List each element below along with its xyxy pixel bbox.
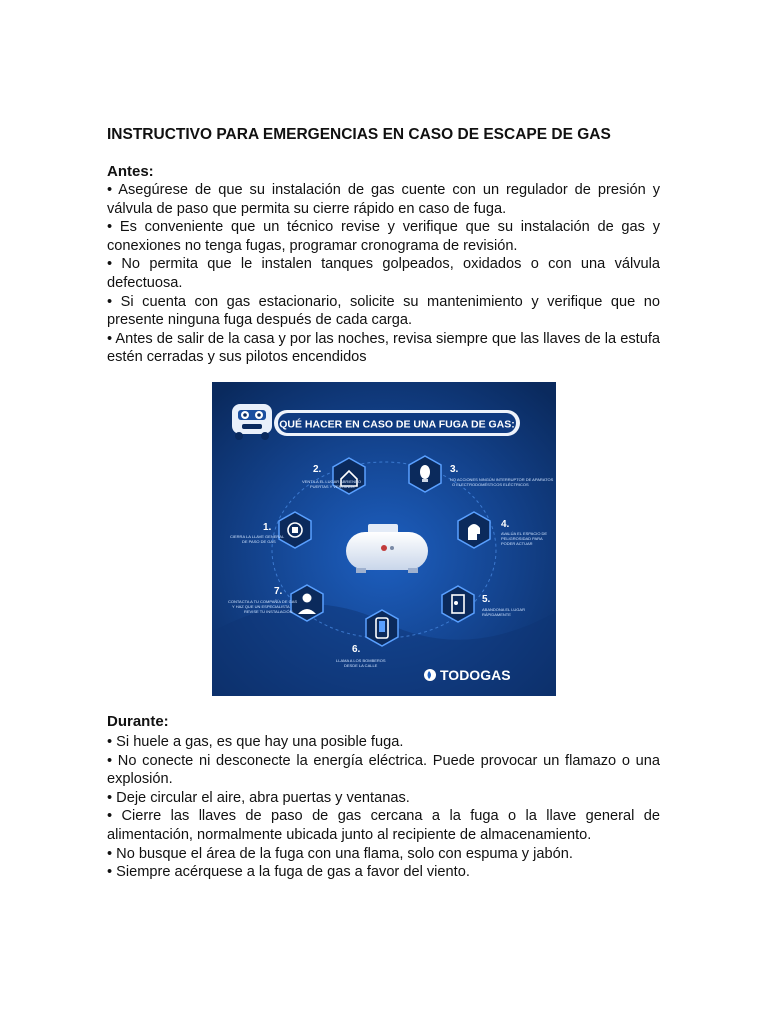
step-text: ABANDONA EL LUGAR [482,607,525,612]
step-text: REVISE TU INSTALACIÓN [244,609,293,614]
gas-leak-infographic [212,382,556,696]
step-number: 5. [482,594,491,605]
step-text: PUERTAS Y VENTANAS [310,484,355,489]
list-item: • No conecte ni desconecte la energía eléctrica. Puede provocar un flamazo o una explosión. [107,752,660,788]
step-number: 4. [501,519,510,530]
step-number: 1. [263,522,272,533]
step-text: AVALÚA EL ESPACIO DE [501,531,548,536]
banner-text: QUÉ HACER EN CASO DE UNA FUGA DE GAS: [279,418,515,431]
step-text: O ELECTRODOMÉSTICOS ELÉCTRICOS [452,482,529,487]
list-item: • Siempre acérquese a la fuga de gas a favor del viento. [107,864,470,881]
bulb-icon [420,465,430,479]
step-number: 3. [450,464,459,475]
step-text: DE PASO DE GAS [242,539,276,544]
agent-icon [303,594,312,603]
list-item: • No busque el área de la fuga con una flama, solo con espuma y jabón. [107,845,573,862]
list-item: • Deje circular el aire, abra puertas y ventanas. [107,789,410,806]
step-text: Y HAZ QUE UN ESPECIALISTA [232,604,290,609]
step-text: NO ACCIONES NINGÚN INTERRUPTOR DE APARATOS [450,477,554,482]
list-item: • Antes de salir de la casa y por las noches, revisa siempre que las llaves de la estufa estén cerradas y sus pilotos encendidos [107,330,660,366]
infographic-image [212,382,556,696]
antes-list [107,181,660,367]
step-text: CIERRA LA LLAVE GENERAL [230,534,285,539]
step-text: RÁPIDAMENTE [482,612,511,617]
step-number: 6. [352,644,361,655]
list-item: • Asegúrese de que su instalación de gas cuente con un regulador de presión y válvula de paso que permita su cierre rápido en caso de fuga. [107,182,660,217]
step-text: CONTACTA A TU COMPAÑÍA DE GAS [228,599,298,604]
step-number: 2. [313,464,322,475]
list-item: • No permita que le instalen tanques golpeados, oxidados o con una válvula defectuosa. [107,256,660,291]
step-number: 7. [274,586,283,597]
brand-text: TODOGAS [440,667,511,683]
durante-list [107,733,660,882]
antes-heading: Antes: [107,163,154,180]
step-text: LLAMA A LOS BOMBEROS [336,658,386,663]
list-item: • Si huele a gas, es que hay una posible fuga. [107,734,404,750]
document-title: INSTRUCTIVO PARA EMERGENCIAS EN CASO DE ESCAPE DE GAS [107,126,611,143]
durante-heading: Durante: [107,713,169,730]
step-text: PODER ACTUAR [501,541,533,546]
infographic-banner [274,410,520,436]
step-text: VENTILA EL LUGAR ABRIENDO [302,479,361,484]
list-item: • Es conveniente que un técnico revise y verifique que su instalación de gas y conexiones no tenga fugas, programar cronograma de revisión. [107,219,660,254]
step-text: DESDE LA CALLE [344,663,378,668]
list-item: • Si cuenta con gas estacionario, solicite su mantenimiento y verifique que no presente ninguna fuga después de cada carga. [107,293,660,329]
step-text: PELIGROSIDAD PARA [501,536,543,541]
list-item: • Cierre las llaves de paso de gas cercana a la fuga o la llave general de alimentación, normalmente ubicada junto al recipiente de almacenamiento. [107,808,660,843]
